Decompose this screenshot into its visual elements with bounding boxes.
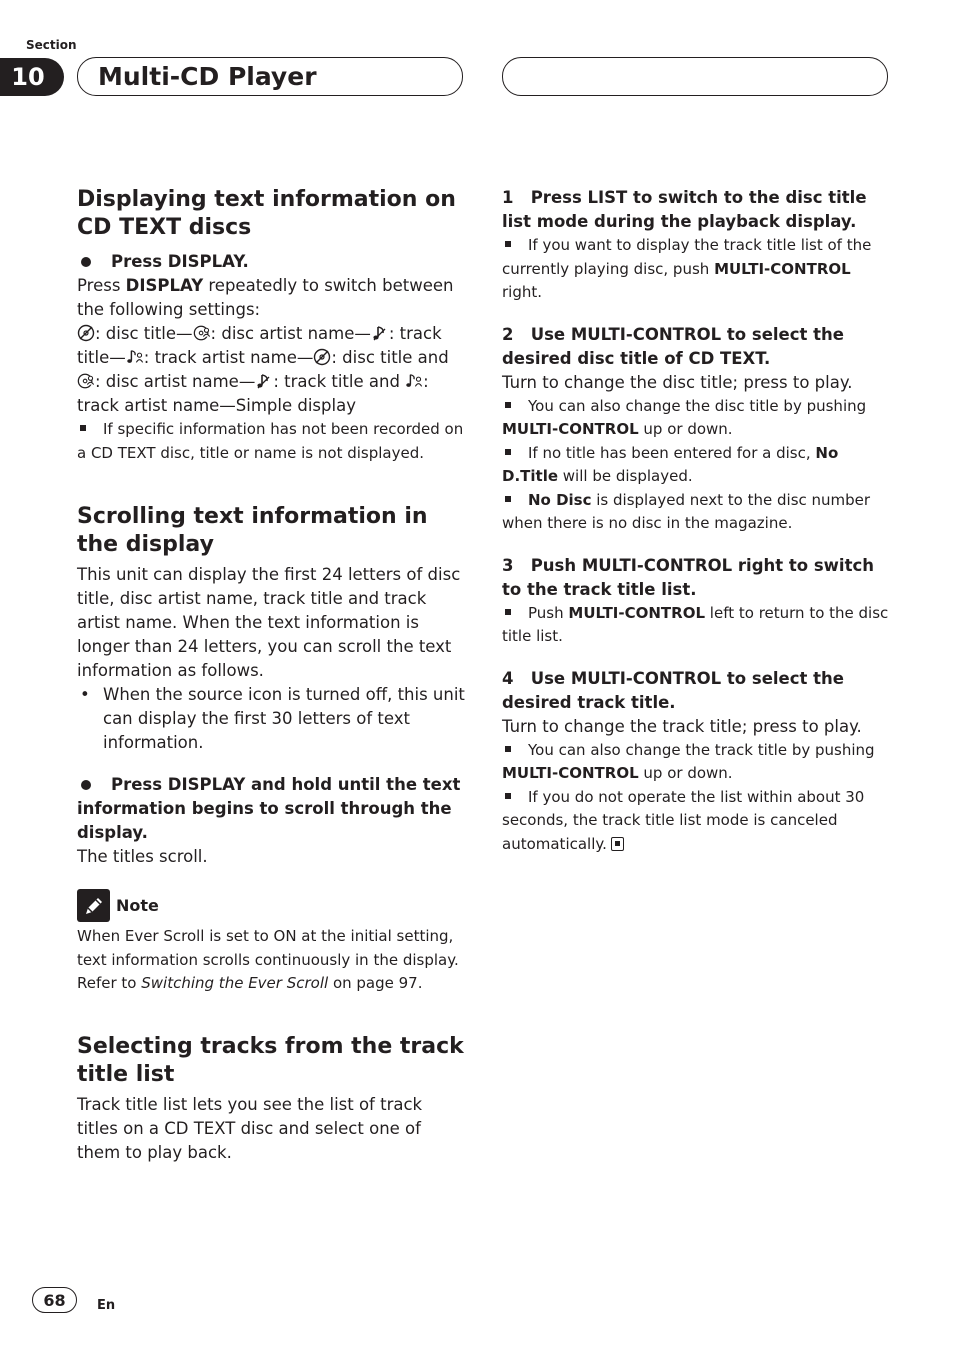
step-2: 2 Use MULTI-CONTROL to select the desired disc title of CD TEXT. xyxy=(502,324,844,368)
square-bullet-icon xyxy=(505,793,511,799)
section-number: 10 xyxy=(0,58,64,96)
heading-selecting-tracks: Selecting tracks from the track title list xyxy=(77,1033,464,1087)
step-4-note-2: If you do not operate the list within about 30 seconds, the track title list mode is canceled automatically. xyxy=(502,787,865,853)
bullet-icon xyxy=(81,257,91,267)
step-3: 3 Push MULTI-CONTROL right to switch to the track title list. xyxy=(502,555,874,599)
heading-displaying-text: Displaying text information on CD TEXT discs xyxy=(77,187,456,240)
scroll-bullet: • When the source icon is turned off, this unit can display the first 30 letters of text information. xyxy=(77,683,465,755)
step-2-note-2: If no title has been entered for a disc, No D.Title will be displayed. xyxy=(502,443,839,485)
page-number: 68 xyxy=(32,1287,77,1313)
chapter-subtitle-box xyxy=(502,57,888,96)
track-artist-icon xyxy=(126,348,144,366)
note-text: When Ever Scroll is set to ON at the initial setting, text information scrolls continuously in the display. Refer to Switching the Ever Scroll on page 97. xyxy=(77,927,459,992)
step-3-note: Push MULTI-CONTROL left to return to the disc title list. xyxy=(502,603,889,645)
note-header xyxy=(77,889,465,922)
bullet-icon xyxy=(81,780,91,790)
pencil-note-icon xyxy=(77,889,110,922)
titles-scroll-text: The titles scroll. xyxy=(77,847,208,866)
disc-title-icon xyxy=(77,324,95,342)
section-label: Section xyxy=(26,38,77,52)
step-4: 4 Use MULTI-CONTROL to select the desired track title. xyxy=(502,668,844,712)
settings-sequence: : disc title— : disc artist name— : track title— : track artist name— : disc title and : disc artist name— : track title and : track artist name—Simple display xyxy=(77,324,449,415)
track-title-icon xyxy=(371,324,389,342)
language-label: En xyxy=(97,1298,116,1313)
press-display-text: Press DISPLAY repeatedly to switch between the following settings: xyxy=(77,276,454,319)
right-column xyxy=(502,186,890,856)
step-4-text: Turn to change the track title; press to play. xyxy=(502,716,862,736)
square-bullet-icon xyxy=(505,609,511,615)
disc-artist-icon xyxy=(193,324,211,342)
note-not-recorded: If specific information has not been recorded on a CD TEXT disc, title or name is not displayed. xyxy=(77,420,464,462)
end-of-section-icon xyxy=(611,837,624,851)
square-bullet-icon xyxy=(80,425,86,431)
square-bullet-icon xyxy=(505,449,511,455)
step-press-hold: Press DISPLAY and hold until the text information begins to scroll through the display. xyxy=(77,775,461,842)
step-1-note: If you want to display the track title list of the currently playing disc, push MULTI-CONTROL right. xyxy=(502,236,872,301)
step-2-note-3: No Disc is displayed next to the disc number when there is no disc in the magazine. xyxy=(502,490,871,532)
square-bullet-icon xyxy=(505,241,511,247)
track-artist-icon xyxy=(405,372,423,390)
step-press-display: Press DISPLAY. xyxy=(77,250,465,274)
select-paragraph: Track title list lets you see the list of track titles on a CD TEXT disc and select one of them to play back. xyxy=(77,1094,423,1162)
square-bullet-icon xyxy=(505,746,511,752)
step-2-note-1: You can also change the disc title by pushing MULTI-CONTROL up or down. xyxy=(502,396,867,438)
square-bullet-icon xyxy=(505,402,511,408)
square-bullet-icon xyxy=(505,496,511,502)
step-1: 1 Press LIST to switch to the disc title list mode during the playback display. xyxy=(502,188,867,231)
disc-title-icon xyxy=(313,348,331,366)
left-column xyxy=(77,186,465,1165)
heading-scrolling-text: Scrolling text information in the display xyxy=(77,504,428,557)
track-title-icon xyxy=(255,372,273,390)
step-2-text: Turn to change the disc title; press to play. xyxy=(502,372,853,392)
note-label: Note xyxy=(116,896,159,915)
scroll-paragraph: This unit can display the first 24 letters of disc title, disc artist name, track title and track artist name. When the text information is longer than 24 letters, you can scroll the text information as follows. xyxy=(77,565,461,680)
step-4-note-1: You can also change the track title by pushing MULTI-CONTROL up or down. xyxy=(502,740,875,782)
chapter-title: Multi-CD Player xyxy=(77,57,463,96)
disc-artist-icon xyxy=(77,372,95,390)
